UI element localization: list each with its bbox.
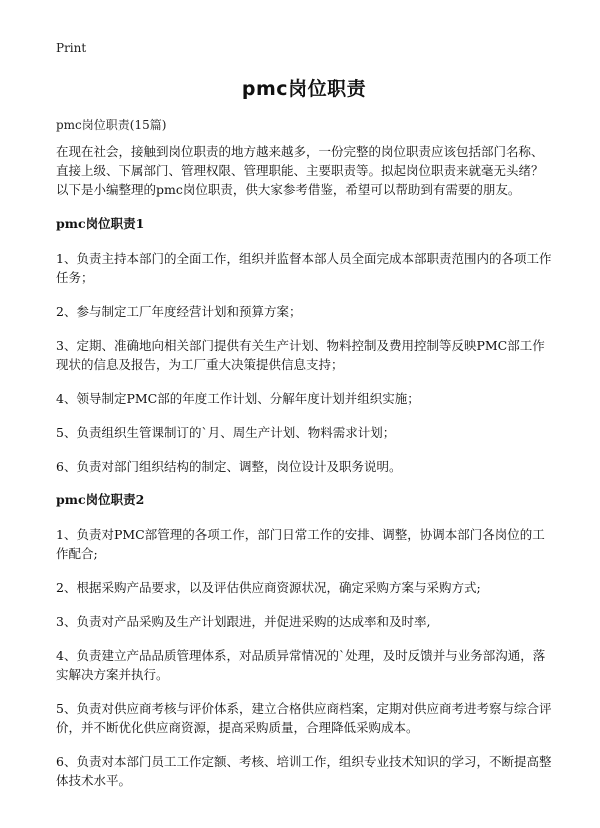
list-item: 6、负责对部门组织结构的制定、调整，岗位设计及职务说明。 [56, 459, 402, 474]
list-item: 3、负责对产品采购及生产计划跟进，并促进采购的达成率和及时率, [56, 614, 431, 629]
list-item: 4、领导制定PMC部的年度工作计划、分解年度计划并组织实施； [56, 391, 420, 406]
document-subtitle: pmc岗位职责(15篇) [56, 118, 167, 132]
intro-paragraph: 在现在社会，接触到岗位职责的地方越来越多，一份完整的岗位职责应该包括部门名称、直接上级、下属部门、管理权限、管理职能、主要职责等。拟起岗位职责来就毫无头绪？以下是小编整理的pmc岗位职责，供大家参考借鉴，希望可以帮助到有需要的朋友。 [56, 144, 544, 197]
section-1 [56, 215, 552, 476]
list-item: 3、定期、准确地向相关部门提供有关生产计划、物料控制及费用控制等反映PMC部工作现状的信息及报告，为工厂重大决策提供信息支持； [56, 338, 545, 372]
list-item: 5、负责对供应商考核与评价体系，建立合格供应商档案，定期对供应商考进考察与综合评价，并不断优化供应商资源，提高采购质量，合理降低采购成本。 [56, 701, 552, 735]
print-label: Print [56, 41, 87, 55]
list-item: 6、负责对本部门员工工作定额、考核、培训工作，组织专业技术知识的学习，不断提高整体技术水平。 [56, 754, 552, 788]
section-2 [56, 491, 552, 790]
list-item: 1、负责主持本部门的全面工作，组织并监督本部人员全面完成本部职责范围内的各项工作任务； [56, 251, 552, 285]
list-item: 2、根据采购产品要求，以及评估供应商资源状况，确定采购方案与采购方式; [56, 580, 481, 595]
list-item: 4、负责建立产品品质管理体系，对品质异常情况的`处理，及时反馈并与业务部沟通，落实解决方案并执行。 [56, 648, 546, 682]
section-heading: pmc岗位职责2 [56, 492, 145, 507]
list-item: 5、负责组织生管课制订的`月、周生产计划、物料需求计划； [56, 425, 396, 440]
page-title: pmc岗位职责 [241, 78, 367, 100]
list-item: 2、参与制定工厂年度经营计划和预算方案； [56, 304, 302, 319]
section-heading: pmc岗位职责1 [56, 216, 145, 231]
list-item: 1、负责对PMC部管理的各项工作，部门日常工作的安排、调整，协调本部门各岗位的工作配合; [56, 527, 545, 561]
